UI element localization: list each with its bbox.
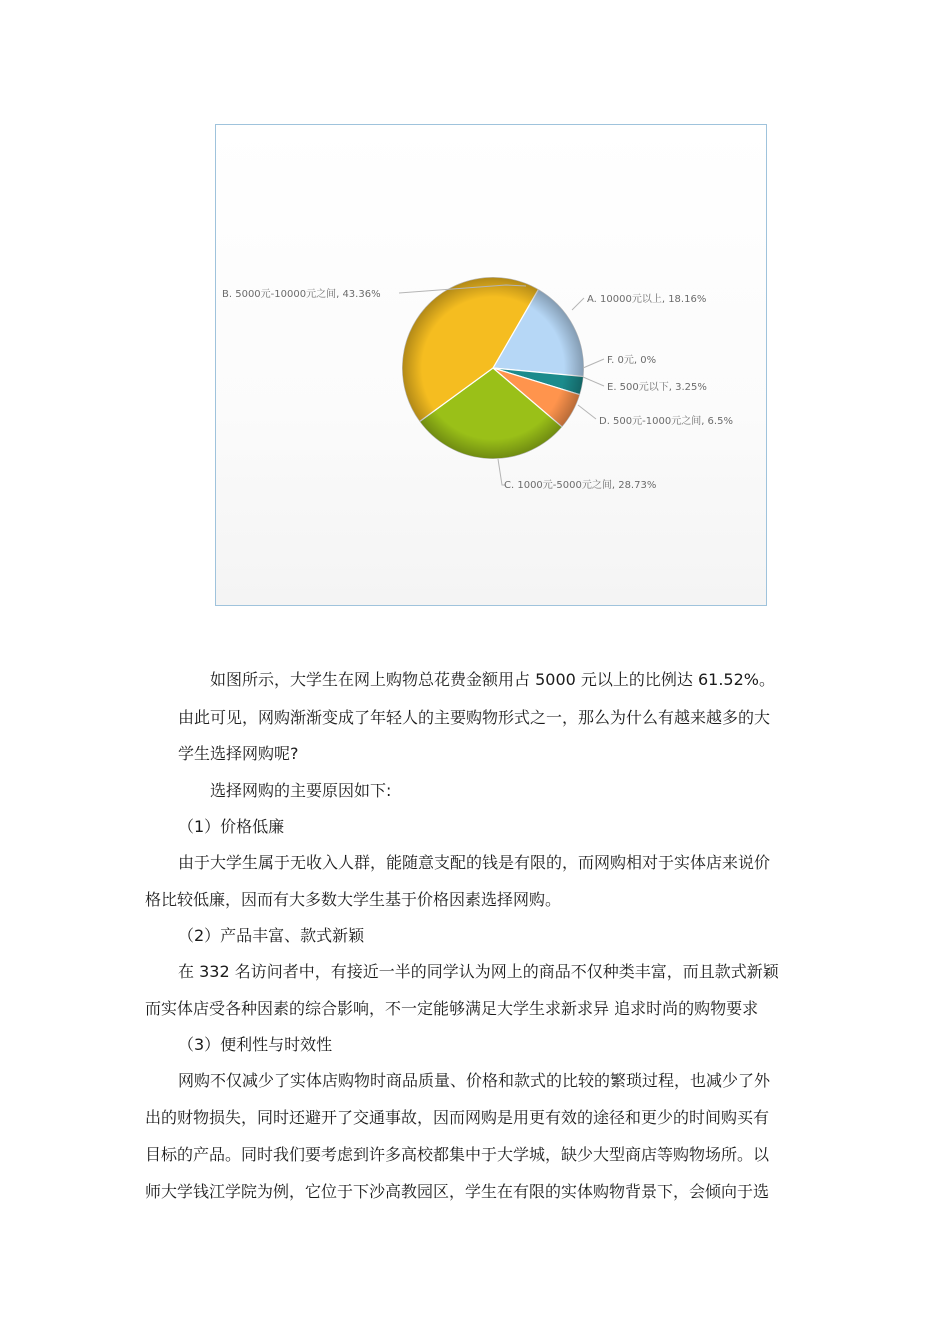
slice-label-c: C. 1000元-5000元之间, 28.73% xyxy=(504,480,657,491)
body-paragraph: 由于大学生属于无收入人群，能随意支配的钱是有限的，而网购相对于实体店来说价 xyxy=(178,853,771,872)
body-paragraph: 由此可见，网购渐渐变成了年轻人的主要购物形式之一，那么为什么有越来越多的大 xyxy=(178,708,771,727)
pie-chart-panel xyxy=(215,124,767,606)
section-heading-products: （2）产品丰富、款式新颖 xyxy=(178,926,365,945)
section-heading-convenience: （3）便利性与时效性 xyxy=(178,1035,333,1054)
body-paragraph: 网购不仅减少了实体店购物时商品质量、价格和款式的比较的繁琐过程，也减少了外 xyxy=(178,1071,771,1090)
slice-label-b: B. 5000元-10000元之间, 43.36% xyxy=(222,289,381,300)
body-paragraph: 在 332 名访问者中，有接近一半的同学认为网上的商品不仅种类丰富，而且款式新颖 xyxy=(178,962,779,981)
section-intro: 选择网购的主要原因如下: xyxy=(210,781,392,800)
slice-label-f: F. 0元, 0% xyxy=(607,355,657,366)
leader-line-e xyxy=(583,377,604,386)
slice-label-a: A. 10000元以上, 18.16% xyxy=(587,294,707,305)
body-paragraph: 格比较低廉，因而有大多数大学生基于价格因素选择网购。 xyxy=(145,890,562,909)
body-paragraph: 学生选择网购呢? xyxy=(178,744,299,763)
pie-slices xyxy=(402,277,584,459)
slice-label-d: D. 500元-1000元之间, 6.5% xyxy=(599,416,733,427)
body-paragraph: 出的财物损失，同时还避开了交通事故，因而网购是用更有效的途径和更少的时间购买有 xyxy=(145,1108,770,1127)
body-paragraph: 师大学钱江学院为例，它位于下沙高教园区，学生在有限的实体购物背景下，会倾向于选 xyxy=(145,1182,770,1201)
leader-line-d xyxy=(578,405,596,419)
body-paragraph: 目标的产品。同时我们要考虑到许多高校都集中于大学城，缺少大型商店等购物场所。以 xyxy=(145,1145,770,1164)
slice-label-e: E. 500元以下, 3.25% xyxy=(607,382,707,393)
body-paragraph: 而实体店受各种因素的综合影响，不一定能够满足大学生求新求异 追求时尚的购物要求 xyxy=(145,999,759,1018)
pie-chart xyxy=(216,125,768,607)
section-heading-price: （1）价格低廉 xyxy=(178,817,285,836)
body-paragraph: 如图所示，大学生在网上购物总花费金额用占 5000 元以上的比例达 61.52%。 xyxy=(210,670,775,689)
leader-line-a xyxy=(572,298,584,310)
leader-line-f xyxy=(583,359,604,368)
